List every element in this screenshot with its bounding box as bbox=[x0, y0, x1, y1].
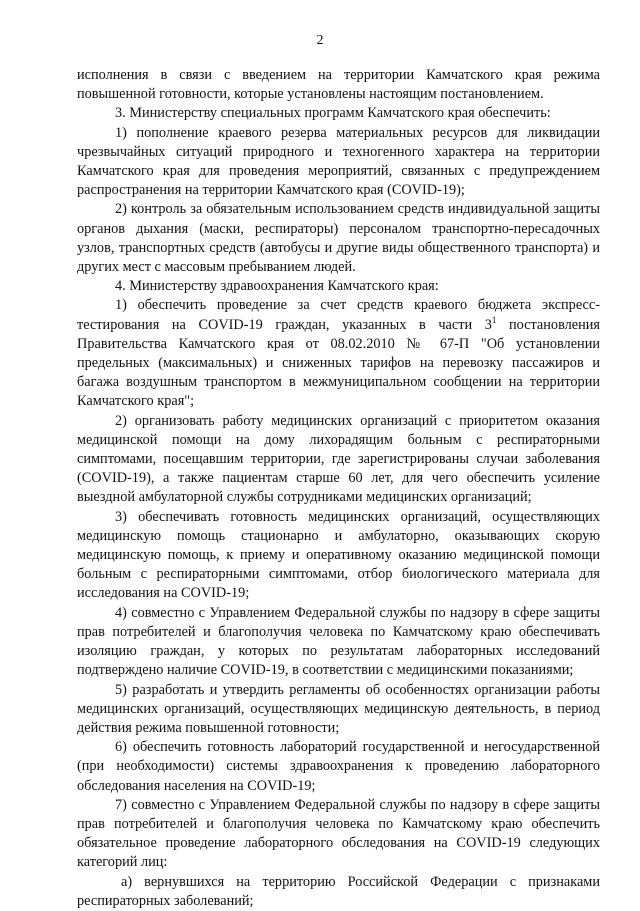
paragraph-item-4-1-part-a: 1) обеспечить проведение за счет средств краевого бюджета экспресс-тестирования на COVID-19 граждан, указанных в части 3 bbox=[77, 297, 600, 333]
paragraph-item-3-1: 1) пополнение краевого резерва материальных ресурсов для ликвидации чрезвычайных ситуаций природного и техногенного характера на территории Камчатского края для проведения мероприятий, связанных с предупреждением распространения на территории Камчатского края (COVID-19); bbox=[77, 124, 600, 199]
paragraph-item-4-4: 4) совместно с Управлением Федеральной службы по надзору в сфере защиты прав потребителей и благополучия человека по Камчатскому краю обеспечивать изоляцию граждан, у которых по результатам лабораторных исследований подтверждено наличие COVID-19, в соответствии с медицинскими показаниями; bbox=[77, 604, 600, 679]
paragraph-continuation: исполнения в связи с введением на территории Камчатского края режима повышенной готовности, которые установлены настоящим постановлением. bbox=[77, 67, 600, 103]
document-body bbox=[77, 66, 600, 911]
page-number: 2 bbox=[316, 33, 324, 48]
paragraph-item-4-1 bbox=[77, 296, 600, 411]
paragraph-item-4-6: 6) обеспечить готовность лабораторий государственной и негосударственной (при необходимости) системы здравоохранения к проведению лабораторного обследования населения на COVID-19; bbox=[77, 739, 600, 794]
paragraph-item-4-1-part-b: постановления Правительства Камчатского края от 08.02.2010 № 67-П "Об установлении предельных (максимальных) и сниженных тарифов на перевозку пассажиров и багажа воздушным транспортом в межмуниципальном сообщении на территории Камчатского края"; bbox=[77, 316, 600, 410]
paragraph-item-4-3: 3) обеспечивать готовность медицинских организаций, осуществляющих медицинскую помощь стационарно и амбулаторно, оказывающих скорую медицинскую помощь, к приему и оперативному оказанию медицинской помощи больным с респираторными симптомами, отбор биологического материала для исследования на COVID-19; bbox=[77, 508, 600, 602]
paragraph-item-4-7: 7) совместно с Управлением Федеральной службы по надзору в сфере защиты прав потребителей и благополучия человека по Камчатскому краю обеспечить обязательное проведение лабораторного обследования на COVID-19 следующих категорий лиц: bbox=[77, 796, 600, 871]
paragraph-item-4-5: 5) разработать и утвердить регламенты об особенностях организации работы медицинских организаций, осуществляющих медицинскую деятельность, в период действия режима повышенной готовности; bbox=[77, 681, 600, 736]
paragraph-item-3-2: 2) контроль за обязательным использованием средств индивидуальной защиты органов дыхания (маски, респираторы) персоналом транспортно-пересадочных узлов, транспортных средств (автобусы и другие виды общественного транспорта) и других мест с массовым пребыванием людей. bbox=[77, 201, 600, 276]
paragraph-item-3: 3. Министерству специальных программ Камчатского края обеспечить: bbox=[115, 105, 551, 122]
paragraph-item-4-2: 2) организовать работу медицинских организаций с приоритетом оказания медицинской помощи на дому лихорадящим больным с респираторными симптомами, посещавшим территории, где зарегистрированы случаи заболевания (COVID-19), а также пациентам старше 60 лет, для чего обеспечить усиление выездной амбулаторной службы сотрудниками медицинских организаций; bbox=[77, 412, 600, 506]
paragraph-item-4: 4. Министерству здравоохранения Камчатского края: bbox=[115, 278, 439, 295]
paragraph-subitem-a: а) вернувшихся на территорию Российской Федерации с признаками респираторных заболеваний; bbox=[77, 873, 600, 909]
superscript-part-number: 1 bbox=[491, 314, 497, 325]
